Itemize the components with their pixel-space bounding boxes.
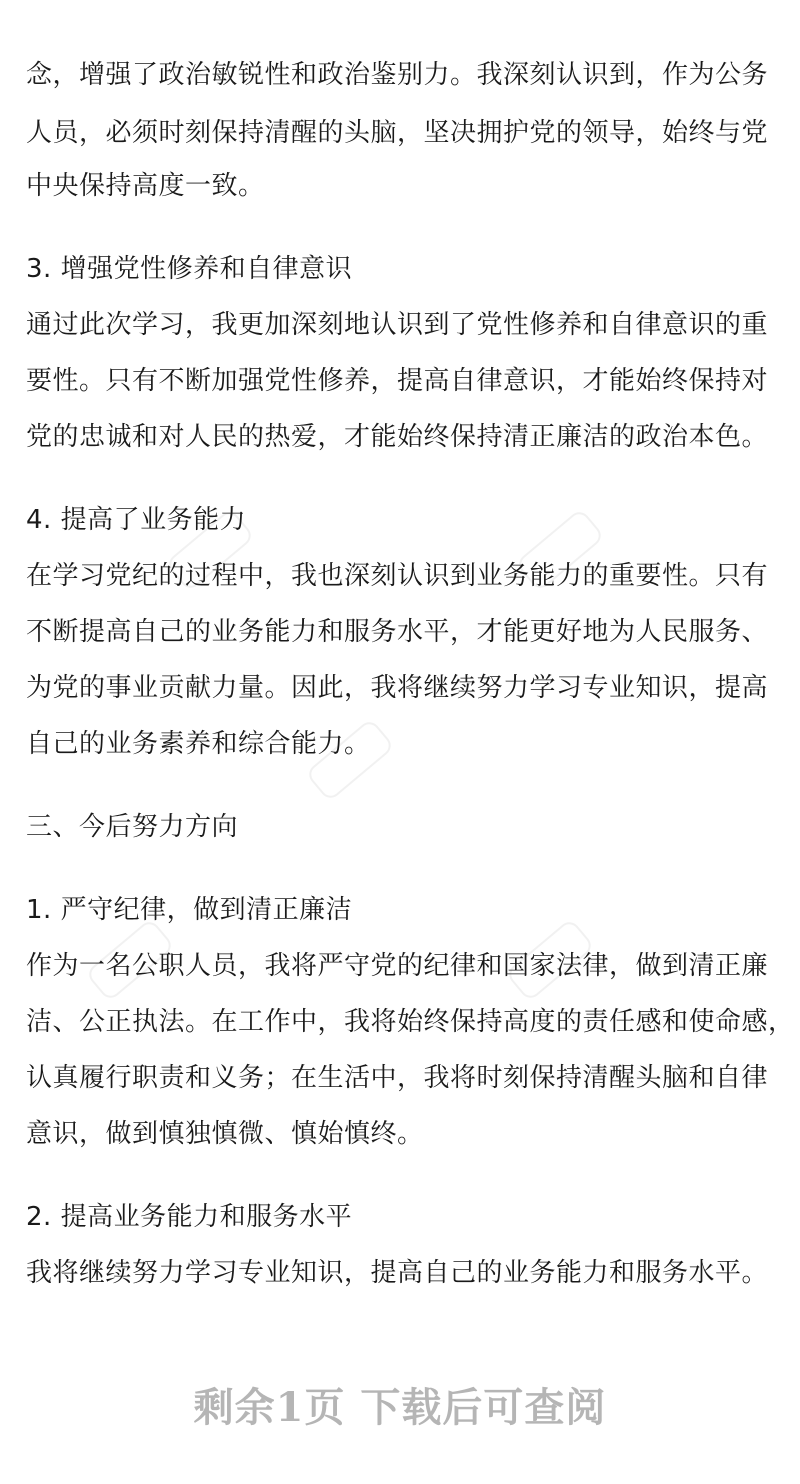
section-heading: 1. 严守纪律，做到清正廉洁	[26, 895, 353, 925]
paragraph-line: 自己的业务素养和综合能力。	[26, 729, 371, 759]
paragraph-line: 意识，做到慎独慎微、慎始慎终。	[26, 1119, 424, 1149]
paragraph-line: 中央保持高度一致。	[26, 171, 265, 201]
section-heading: 4. 提高了业务能力	[26, 505, 247, 535]
paragraph-line: 作为一名公职人员，我将严守党的纪律和国家法律，做到清正廉	[26, 951, 769, 981]
paragraph-line: 我将继续努力学习专业知识，提高自己的业务能力和服务水平。	[26, 1258, 769, 1288]
paragraph-line: 要性。只有不断加强党性修养，提高自律意识，才能始终保持对	[26, 366, 769, 396]
paragraph-line: 在学习党纪的过程中，我也深刻认识到业务能力的重要性。只有	[26, 561, 769, 591]
section-heading: 2. 提高业务能力和服务水平	[26, 1202, 353, 1232]
paragraph-line: 人员，必须时刻保持清醒的头脑，坚决拥护党的领导，始终与党	[26, 118, 769, 148]
paragraph-line: 党的忠诚和对人民的热爱，才能始终保持清正廉洁的政治本色。	[26, 422, 769, 452]
paragraph-line: 为党的事业贡献力量。因此，我将继续努力学习专业知识，提高	[26, 673, 769, 703]
paragraph-line: 认真履行职责和义务；在生活中，我将时刻保持清醒头脑和自律	[26, 1063, 769, 1093]
paragraph-line: 洁、公正执法。在工作中，我将始终保持高度的责任感和使命感，	[26, 1007, 795, 1037]
paragraph-line: 通过此次学习，我更加深刻地认识到了党性修养和自律意识的重	[26, 310, 769, 340]
section-heading: 3. 增强党性修养和自律意识	[26, 254, 353, 284]
chapter-heading: 三、今后努力方向	[26, 812, 239, 842]
download-prompt[interactable]: 剩余1页 下载后可查阅	[193, 1384, 607, 1431]
paragraph-line: 念，增强了政治敏锐性和政治鉴别力。我深刻认识到，作为公务	[26, 60, 769, 90]
paragraph-line: 不断提高自己的业务能力和服务水平，才能更好地为人民服务、	[26, 617, 769, 647]
